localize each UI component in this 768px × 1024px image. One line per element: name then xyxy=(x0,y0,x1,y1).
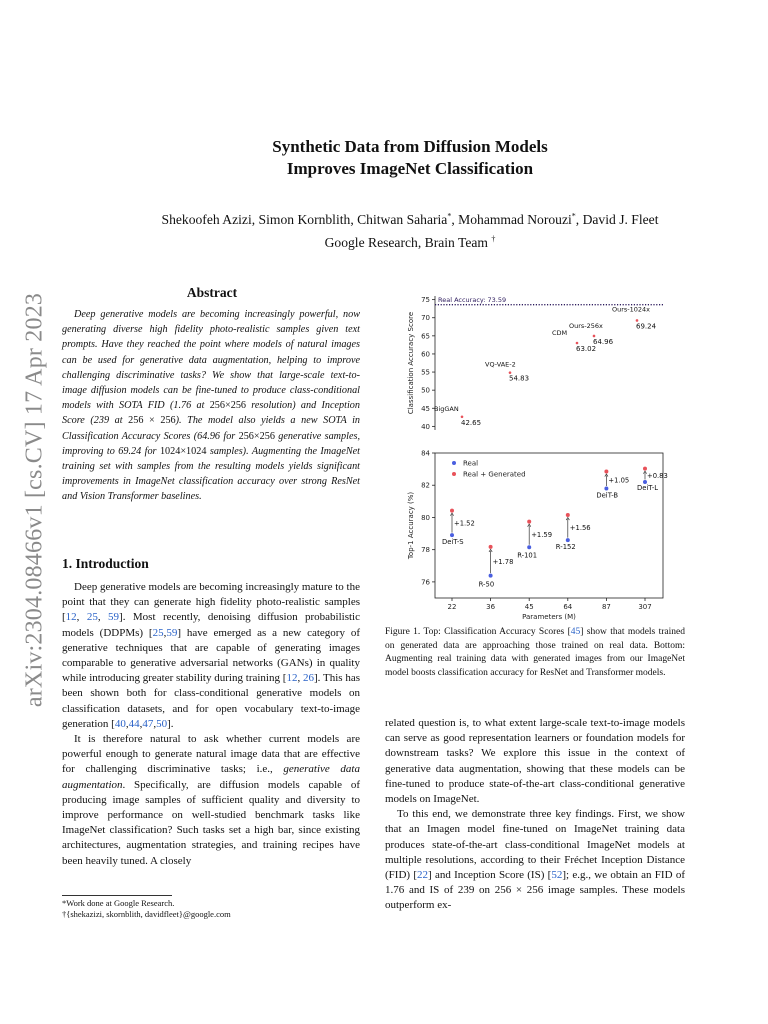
text-run: , xyxy=(297,672,303,685)
footnotes xyxy=(62,898,360,920)
y-tick-label: 78 xyxy=(421,546,430,555)
text-run: related question is, to what extent large-scale text-to-image models can serve as good representation learners or foundation models for downstream tasks? We explore this issue in the context of generative data augmentation, showing that these models can be fine-tuned to produce state-of-the-art class-conditional generative models on ImageNet. xyxy=(385,717,685,806)
real-point xyxy=(450,533,454,537)
author-block xyxy=(60,208,760,254)
model-label: R-50 xyxy=(478,580,495,589)
generated-point xyxy=(489,545,493,549)
generated-point xyxy=(643,467,647,471)
author-name: Mohammad Norouzi xyxy=(458,212,572,227)
y-tick-label: 75 xyxy=(421,296,430,305)
footnote-divider xyxy=(62,895,172,896)
cas-point-name: Ours-1024x xyxy=(612,305,651,314)
text-run: , xyxy=(163,626,167,639)
cas-point xyxy=(636,319,639,322)
model-label: DeiT-L xyxy=(637,484,659,492)
text-run: To this end, we demonstrate three key findings. First, we show that an Imagen model fine-tuned on ImageNet training data produces state-of-the-art class-conditional ImageNet models at multiple resolutions, according to their Fréchet Inception Distance (FID) [ xyxy=(385,808,685,882)
text-run: , xyxy=(97,611,109,624)
paragraph xyxy=(385,716,685,807)
abstract-heading: Abstract xyxy=(186,285,238,300)
title-line-2: Improves ImageNet Classification xyxy=(286,159,534,178)
author-name: Shekoofeh Azizi xyxy=(161,212,252,227)
citation-link[interactable]: 52 xyxy=(551,869,563,882)
text-run: ]; e.g., we obtain an FID of 1.76 and IS of 239 on xyxy=(385,869,685,897)
citation-link[interactable]: 50 xyxy=(156,717,168,730)
author-mark: * xyxy=(571,211,576,221)
cas-point-name: Ours-256x xyxy=(569,321,603,330)
section-heading-introduction: 1. Introduction xyxy=(62,556,149,571)
text-run: Deep generative models are becoming increasingly powerful, now generating diverse high fidelity photo-realistic samples given text prompts. Have they reached the point where models of natural images can be used for generative data augmentation, helping to improve challenging discriminative tasks? We show that large-scale text-to-image diffusion models can be fine-tuned to produce class-conditional models with SOTA FID (1.76 at xyxy=(62,309,360,412)
affiliation-mark: † xyxy=(491,234,496,244)
y-axis-label: Classification Accuracy Score xyxy=(407,311,415,415)
text-run: samples). Augmenting the ImageNet training set with samples from the resulting models yields significant improvements in ImageNet classification accuracy over strong ResNet and Vision Transformer baselines. xyxy=(62,445,360,503)
math-text: 256×256 xyxy=(238,430,275,442)
cas-point xyxy=(576,342,579,345)
legend-label-real: Real xyxy=(463,459,479,468)
text-run: ] have emerged as a new category of generative techniques that are capable of generating images comparable to generative adversarial networks (GANs) in quality while introducing greater stability during training [ xyxy=(62,626,360,685)
model-label: R-101 xyxy=(517,551,538,560)
text-run: image samples. These models outperform ex- xyxy=(385,884,685,912)
math-text: 1024×1024 xyxy=(159,445,207,457)
author-name: Chitwan Saharia xyxy=(357,212,448,227)
legend-marker-real xyxy=(452,461,456,465)
figure-caption xyxy=(385,626,685,680)
text-run: ). The model also yields a new SOTA in Classification Accuracy Scores (64.96 for xyxy=(62,415,360,442)
x-tick-label: 87 xyxy=(601,603,611,611)
paper-title xyxy=(60,136,760,180)
citation-link[interactable]: 25 xyxy=(152,626,164,639)
delta-label: +0.83 xyxy=(647,471,668,480)
citation-link[interactable]: 59 xyxy=(166,626,178,639)
text-run: ]. xyxy=(167,717,174,730)
legend-marker-generated xyxy=(452,472,456,476)
abstract-text xyxy=(62,307,360,505)
introduction-text xyxy=(62,580,360,869)
y-tick-label: 50 xyxy=(421,386,430,395)
x-tick-label: 307 xyxy=(638,603,652,611)
delta-label: +1.05 xyxy=(608,476,630,485)
citation-link[interactable]: 12 xyxy=(286,672,298,685)
citation-link[interactable]: 47 xyxy=(142,717,154,730)
citation-link[interactable]: 40 xyxy=(114,717,126,730)
citation-link[interactable]: 44 xyxy=(128,717,140,730)
arxiv-identifier: arXiv:2304.08466v1 [cs.CV] 17 Apr 2023 xyxy=(21,292,48,708)
emphasis-text: generative data augmentation xyxy=(62,763,360,791)
y-tick-label: 80 xyxy=(421,513,430,522)
delta-label: +1.56 xyxy=(569,524,591,533)
y-tick-label: 40 xyxy=(421,422,430,431)
math-text: 256 × 256 xyxy=(128,415,176,427)
text-run: , xyxy=(139,717,143,730)
citation-link[interactable]: 12 xyxy=(65,611,77,624)
generated-point xyxy=(604,470,608,474)
cas-point xyxy=(461,415,464,418)
generated-point xyxy=(566,513,570,517)
delta-label: +1.78 xyxy=(492,557,514,566)
citation-link[interactable]: 59 xyxy=(108,611,120,624)
cas-point-value: 42.65 xyxy=(461,418,482,427)
cas-point-value: 64.96 xyxy=(593,337,614,346)
footnote-1: *Work done at Google Research. xyxy=(62,898,175,908)
y-tick-label: 55 xyxy=(421,368,430,377)
real-point xyxy=(489,574,493,578)
text-run: ] and Inception Score (IS) [ xyxy=(428,869,552,882)
citation-link[interactable]: 22 xyxy=(417,869,428,882)
text-run: , xyxy=(153,717,157,730)
y-axis-label: Top-1 Accuracy (%) xyxy=(407,491,415,560)
model-label: DeiT-B xyxy=(596,491,619,500)
text-run: , xyxy=(76,611,87,624)
text-run: generative samples, improving to 69.24 for xyxy=(62,430,360,457)
y-tick-label: 76 xyxy=(421,578,430,587)
figure-1 xyxy=(380,290,680,622)
cas-point-value: 54.83 xyxy=(509,374,530,383)
text-run: ] show that models trained on generated data are approaching those trained on real data. Bottom: Augmenting real training data with generated images from our ImageNet model boosts classification accuracy for ResNet and Transformer models. xyxy=(385,627,685,678)
cas-chart xyxy=(380,290,680,440)
delta-label: +1.59 xyxy=(531,530,553,539)
paragraph xyxy=(62,580,360,732)
text-run: ]. Most recently, denoising diffusion probabilistic models (DDPMs) [ xyxy=(62,611,360,639)
cas-point-name: BigGAN xyxy=(434,404,459,413)
y-tick-label: 70 xyxy=(421,314,430,323)
text-run: , xyxy=(125,717,129,730)
legend-label-generated: Real + Generated xyxy=(463,470,526,479)
cas-point xyxy=(509,371,512,374)
model-label: DeiT-S xyxy=(442,538,464,547)
paragraph xyxy=(385,807,685,913)
y-tick-label: 60 xyxy=(421,350,430,359)
real-point xyxy=(527,545,531,549)
real-accuracy-label: Real Accuracy: 73.59 xyxy=(438,296,507,305)
text-run: . Specifically, are diffusion models capable of producing image samples of sufficient quality and diversity to improve performance on well-studied benchmark tasks like ImageNet classification? Such tasks set a high bar, since existing architectures, augmentation strategies, and training recipes have been heavily tuned. A closely xyxy=(62,778,360,867)
title-line-1: Synthetic Data from Diffusion Models xyxy=(272,137,548,156)
cas-point-value: 69.24 xyxy=(636,322,657,331)
text-run: It is therefore natural to ask whether current models are powerful enough to generate natural image data that are effective for challenging discriminative tasks; i.e., xyxy=(62,733,360,776)
x-axis-label: Parameters (M) xyxy=(522,613,576,621)
footnote-2: †{shekazizi, skornblith, davidfleet}@google.com xyxy=(62,909,231,919)
y-tick-label: 82 xyxy=(421,481,430,490)
y-tick-label: 45 xyxy=(421,404,430,413)
text-run: ]. This has been shown both for class-conditional generative models on classification datasets, and for open vocabulary text-to-image generation [ xyxy=(62,672,361,730)
citation-link[interactable]: 25 xyxy=(86,611,98,624)
author-name: David J. Fleet xyxy=(582,212,659,227)
cas-point-name: CDM xyxy=(552,329,568,338)
augmentation-chart xyxy=(380,447,680,622)
author-name: Simon Kornblith xyxy=(258,212,351,227)
x-tick-label: 22 xyxy=(447,603,457,611)
real-point xyxy=(566,538,570,542)
cas-point xyxy=(593,335,596,338)
cas-point-name: VQ-VAE-2 xyxy=(485,360,516,369)
x-tick-label: 36 xyxy=(486,603,496,611)
generated-point xyxy=(527,520,531,524)
author-list: Shekoofeh Azizi, Simon Kornblith, Chitwan Saharia*, Mohammad Norouzi*, David J. Fleet xyxy=(161,211,659,227)
math-text: 256 × 256 xyxy=(494,884,544,897)
y-tick-label: 65 xyxy=(421,332,430,341)
text-run: Figure 1. Top: Classification Accuracy Scores [ xyxy=(385,627,571,637)
math-text: 256×256 xyxy=(209,400,247,412)
citation-link[interactable]: 45 xyxy=(570,627,581,637)
paragraph xyxy=(62,732,360,869)
cas-point-value: 63.02 xyxy=(576,345,597,354)
text-run: Deep generative models are becoming increasingly mature to the point that they can generate high fidelity photo-realistic samples [ xyxy=(62,581,360,624)
x-tick-label: 64 xyxy=(563,603,573,611)
real-point xyxy=(604,486,608,490)
affiliation: Google Research, Brain Team † xyxy=(324,234,496,250)
x-tick-label: 45 xyxy=(524,603,534,611)
citation-link[interactable]: 26 xyxy=(303,672,314,685)
author-mark: * xyxy=(447,211,452,221)
generated-point xyxy=(450,509,454,513)
model-label: R-152 xyxy=(555,543,576,552)
y-tick-label: 84 xyxy=(421,449,430,458)
right-column-text xyxy=(385,716,685,914)
delta-label: +1.52 xyxy=(454,519,475,528)
text-run: resolution) and Inception Score (239 at xyxy=(62,400,360,427)
